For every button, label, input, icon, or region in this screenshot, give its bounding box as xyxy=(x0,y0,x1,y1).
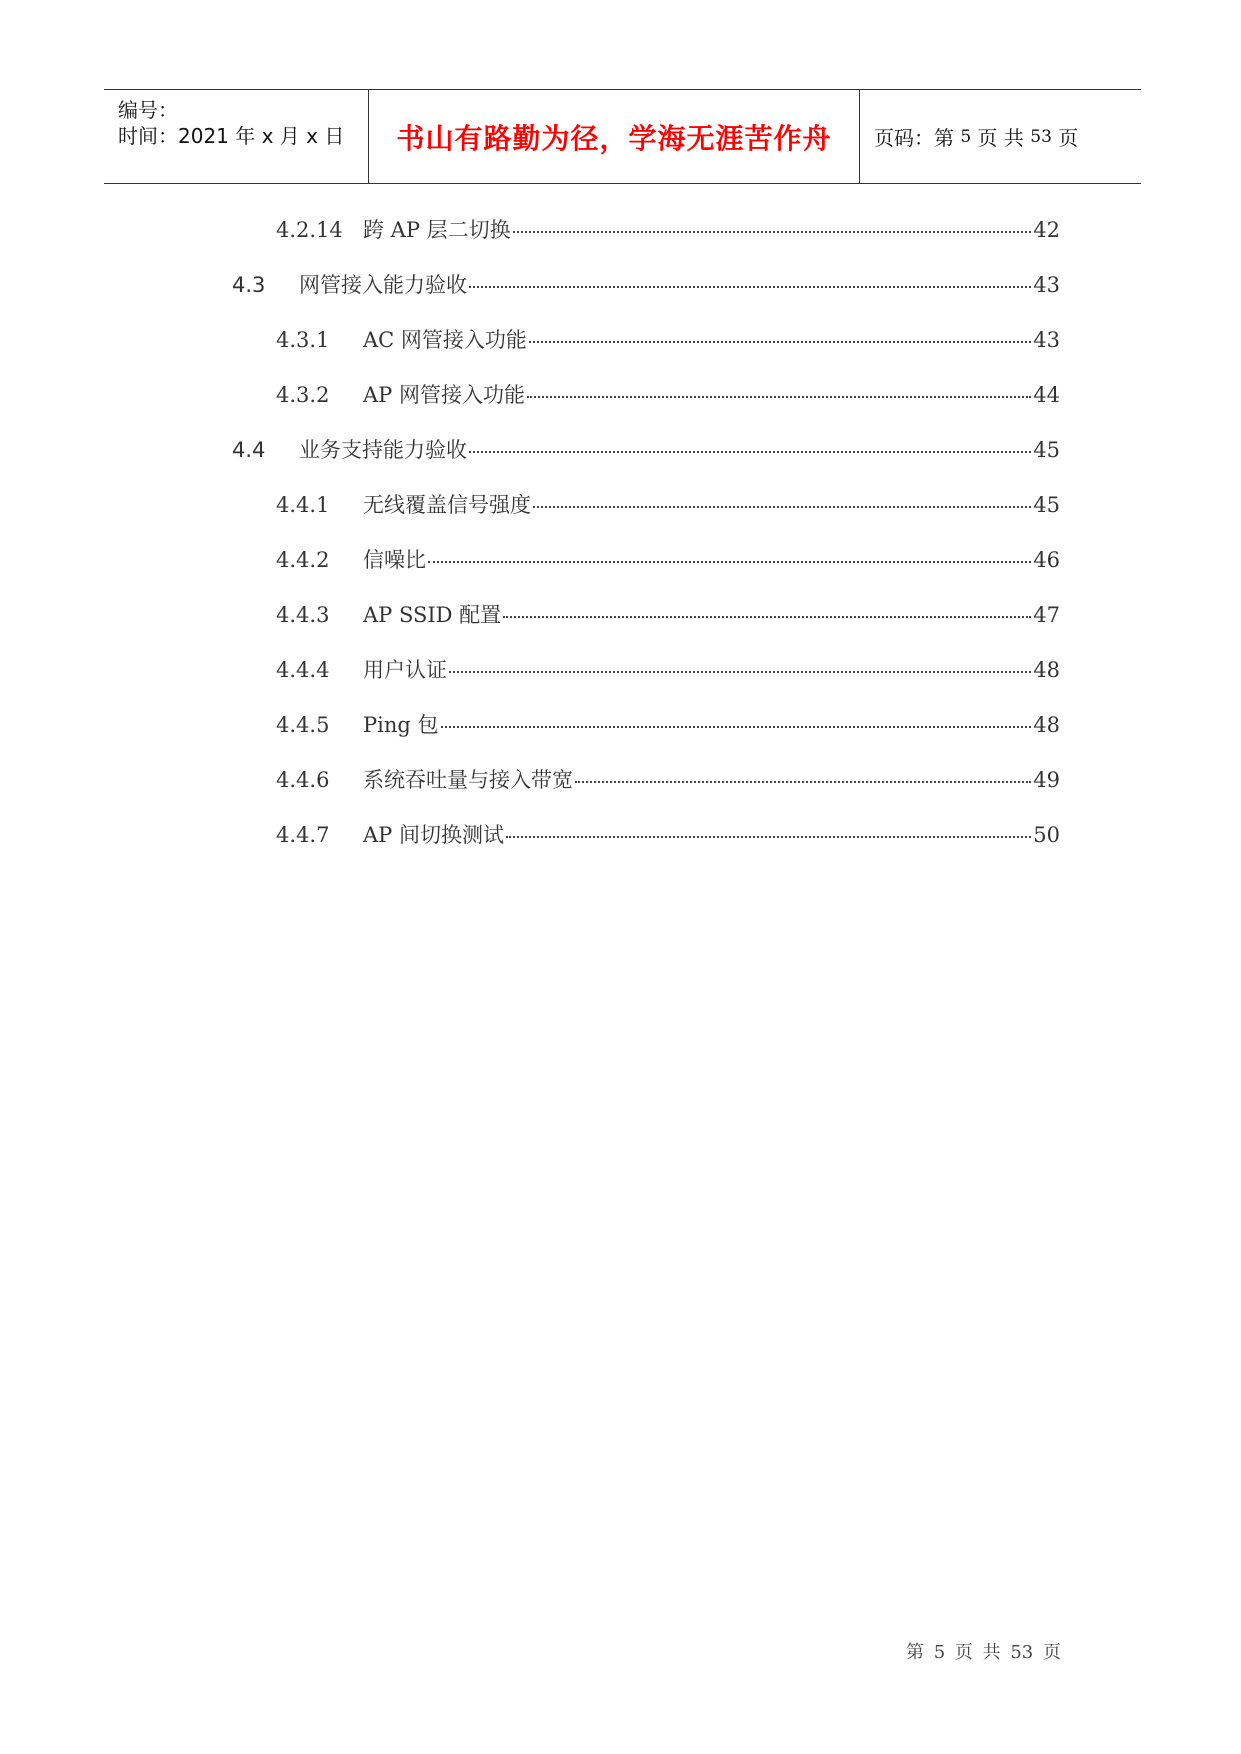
toc-entry-title: 用户认证 xyxy=(363,658,447,682)
header-motto: 书山有路勤为径，学海无涯苦作舟 xyxy=(396,121,832,155)
toc-leader-dots xyxy=(506,836,1031,838)
toc-entry[interactable] xyxy=(276,709,1060,739)
toc-entry-page: 45 xyxy=(1033,438,1060,462)
toc-leader-dots xyxy=(428,561,1031,563)
toc-entry-number: 4.4.2 xyxy=(276,548,330,572)
toc-entry-page: 46 xyxy=(1033,548,1060,572)
toc-entry-number: 4.3 xyxy=(232,273,266,297)
toc-entry-page: 49 xyxy=(1033,768,1060,792)
toc-entry-title: AP 网管接入功能 xyxy=(363,383,525,407)
toc-leader-dots xyxy=(469,286,1031,288)
toc-entry-number: 4.2.14 xyxy=(276,218,343,242)
toc-entry-title: AC 网管接入功能 xyxy=(363,328,527,352)
toc-entry-page: 43 xyxy=(1033,328,1060,352)
header-page-label: 页码：第 xyxy=(874,126,954,150)
toc-entry-title: Ping 包 xyxy=(363,713,439,737)
toc-entry[interactable] xyxy=(276,819,1060,849)
toc-entry-title: AP 间切换测试 xyxy=(363,823,504,847)
toc-entry[interactable] xyxy=(276,599,1060,629)
toc-entry-page: 48 xyxy=(1033,658,1060,682)
toc-entry[interactable] xyxy=(276,654,1060,684)
toc-leader-dots xyxy=(503,616,1031,618)
toc-entry-title: AP SSID 配置 xyxy=(363,603,502,627)
toc-leader-dots xyxy=(529,341,1031,343)
toc-entry-number: 4.4.5 xyxy=(276,713,330,737)
toc-entry-page: 43 xyxy=(1033,273,1060,297)
toc-entry-page: 45 xyxy=(1033,493,1060,517)
document-number-label: 编号： xyxy=(118,98,178,122)
toc-entry-title: 网管接入能力验收 xyxy=(299,273,467,297)
page-footer: 第 5 页 共 53 页 xyxy=(906,1642,1061,1663)
toc-leader-dots xyxy=(449,671,1031,673)
toc-entry-page: 48 xyxy=(1033,713,1060,737)
toc-entry-title: 业务支持能力验收 xyxy=(299,438,467,462)
toc-entry-title: 无线覆盖信号强度 xyxy=(363,493,531,517)
header-page-mid: 页 共 xyxy=(977,126,1024,150)
toc-entry-number: 4.4.4 xyxy=(276,658,330,682)
toc-entry[interactable] xyxy=(232,434,1060,464)
toc-entry-title: 系统吞吐量与接入带宽 xyxy=(363,768,573,792)
toc-entry[interactable] xyxy=(276,379,1060,409)
toc-leader-dots xyxy=(513,231,1032,233)
toc-entry[interactable] xyxy=(276,544,1060,574)
toc-entry-page: 44 xyxy=(1033,383,1060,407)
toc-entry-page: 42 xyxy=(1033,218,1060,242)
toc-entry[interactable] xyxy=(276,324,1060,354)
toc-entry-title: 信噪比 xyxy=(363,548,426,572)
toc-entry[interactable] xyxy=(276,764,1060,794)
toc-leader-dots xyxy=(441,726,1032,728)
toc-entry-number: 4.4.6 xyxy=(276,768,330,792)
header-meta-cell xyxy=(104,90,369,183)
toc-entry-page: 50 xyxy=(1033,823,1060,847)
toc-entry-number: 4.4.7 xyxy=(276,823,330,847)
toc-entry-number: 4.3.2 xyxy=(276,383,330,407)
toc-leader-dots xyxy=(469,451,1031,453)
toc-entry[interactable] xyxy=(276,214,1060,244)
toc-leader-dots xyxy=(533,506,1031,508)
header-motto-cell xyxy=(369,90,860,183)
document-time-label: 时间：2021 年 x 月 x 日 xyxy=(118,124,345,148)
toc-entry-number: 4.4.3 xyxy=(276,603,330,627)
toc-leader-dots xyxy=(575,781,1031,783)
toc-entry[interactable] xyxy=(232,269,1060,299)
header-total-pages: 53 xyxy=(1030,126,1052,147)
toc-entry-number: 4.3.1 xyxy=(276,328,330,352)
header-page-end: 页 xyxy=(1058,126,1079,150)
toc-entry-number: 4.4.1 xyxy=(276,493,330,517)
header-page-number: 5 xyxy=(960,126,972,147)
toc-leader-dots xyxy=(527,396,1031,398)
header-page-cell xyxy=(860,90,1141,183)
toc-entry[interactable] xyxy=(276,489,1060,519)
toc-entry-page: 47 xyxy=(1033,603,1060,627)
page-header xyxy=(104,89,1141,184)
toc-entry-title: 跨 AP 层二切换 xyxy=(363,218,511,242)
toc-entry-number: 4.4 xyxy=(232,438,266,462)
